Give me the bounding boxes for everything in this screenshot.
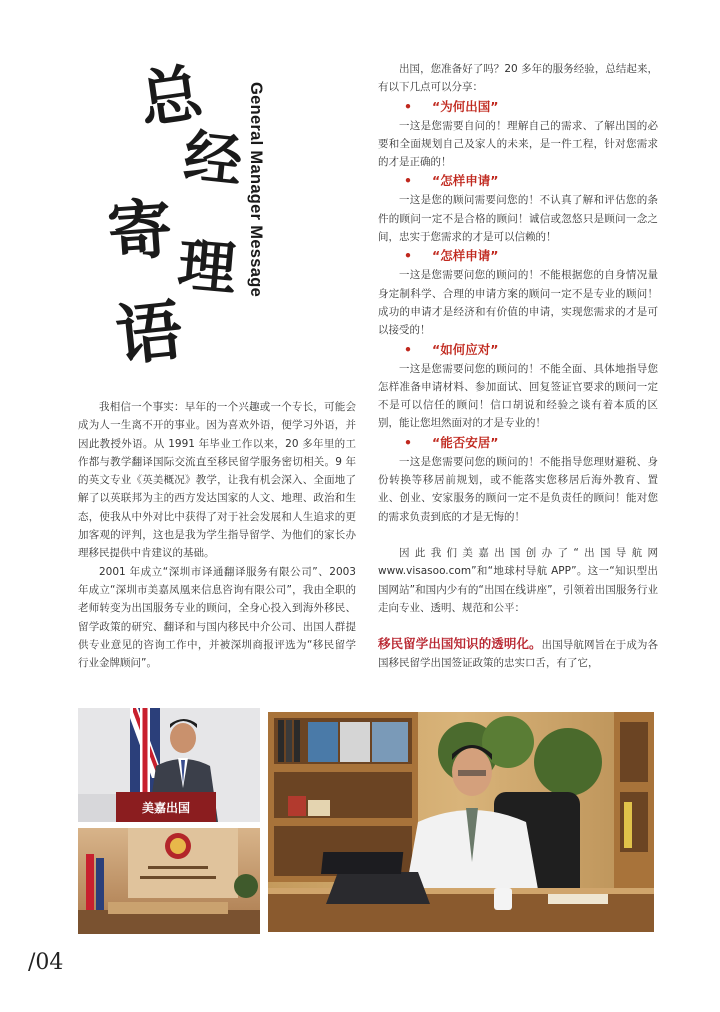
bullet-text: 一这是您需要问您的顾问的！不能指导您理财避税、身份转换等移居前规划，或不能落实您移居后海外教育、置业、创业、安家服务的顾问一定不是负责任的顾问！能对您的需求负责到底的才是无悔的！: [378, 455, 658, 523]
podium-sign: 美嘉出国: [141, 801, 191, 815]
bullet-heading: • “如何应对”: [378, 340, 658, 360]
flag-icon: [96, 858, 104, 914]
closing-paragraph: 因此我们美嘉出国创办了“出国导航网 www.visasoo.com”和“地球村导航 APP”。这一“知识型出国网站”和国内少有的“出国在线讲座”，引领着出国服务行业走向专业、透明、规范和公平：: [378, 546, 658, 614]
intro-paragraph: 出国，您准备好了吗？20 多年的服务经验，总结起来，有以下几点可以分享：: [378, 63, 658, 94]
calligraphy-char: 寄: [105, 191, 175, 272]
calligraphy-title: [100, 56, 250, 376]
paragraph: 2001 年成立“深圳市译通翻译服务有限公司”、2003 年成立“深圳市美嘉凤凰来信息咨询有限公司”，我由全职的老师转变为出国服务专业的顾问，全身心投入到海外移民、留学政策的研究、翻译和与国内移民中介公司、出国人群提供专业意见的咨询工作中，并被深圳商报评选为“移民留学行业金牌顾问”。: [78, 565, 356, 670]
paragraph: 我相信一个事实：早年的一个兴趣或一个专长，可能会成为人一生离不开的事业。因为喜欢外语，便学习外语，并因此教授外语。从 1991 年毕业工作以来，20 多年里的工作都与教学翻译国际交流直至移民留学服务密切相关。9 年的英文专业《英美概况》教学，让我有机会深入、全面地了解了以英联邦为主的西方发达国家的人文、地理、政治和生态，使我从中外对比中获得了对于社会发展和人生追求的更加客观的评判，这也是我为学生指导留学、为他们的家长办理移民提供中肯建议的基础。: [78, 401, 356, 560]
bullet-heading: • “能否安居”: [378, 433, 658, 453]
bullet-dot-icon: •: [404, 173, 412, 189]
highlight-text: 移民留学出国知识的透明化。: [378, 636, 542, 652]
flag-icon: [86, 854, 94, 914]
bullet-text: 一这是您的顾问需要问您的！不认真了解和评估您的条件的顾问一定不是合格的顾问！诚信或忽悠只是顾问一念之间，忠实于您需求的才是可以信赖的！: [378, 194, 658, 244]
bullet-text: 一这是您需要问您的顾问的！不能全面、具体地指导您怎样准备申请材料、参加面试、回复签证官要求的顾问一定不是可以信任的顾问！信口胡说和经验之谈有着本质的区别，能让您坦然面对的才是专业的！: [378, 362, 658, 430]
calligraphy-char: 经: [180, 122, 246, 196]
podium-illustration: [78, 708, 260, 822]
calligraphy-char: 总: [135, 56, 207, 137]
spacer: [378, 617, 658, 635]
bullet-dot-icon: •: [404, 248, 412, 264]
mug-icon: [494, 888, 512, 910]
bullet-heading: • “怎样申请”: [378, 171, 658, 191]
english-title: General Manager Message: [247, 82, 265, 298]
highlight-paragraph: [378, 635, 658, 673]
left-column: [78, 398, 356, 672]
reception-illustration: [78, 828, 260, 934]
page-number: /04: [28, 950, 64, 975]
spacer: [378, 526, 658, 544]
bullet-text: 一这是您需要问您的顾问的！不能根据您的自身情况量身定制科学、合理的申请方案的顾问一定不是专业的顾问！成功的申请才是经济和有价值的申请，实现您需求的才是可以接受的！: [378, 269, 658, 337]
calligraphy-char: 语: [112, 290, 186, 376]
bullet-dot-icon: •: [404, 341, 412, 357]
photo-office-desk: [268, 712, 654, 932]
bullet-dot-icon: •: [404, 98, 412, 114]
bullet-heading: • “怎样申请”: [378, 246, 658, 266]
bullet-text: 一这是您需要自问的！理解自己的需求、了解出国的必要和全面规划自己及家人的未来，是一件工程，针对您需求的才是正确的！: [378, 119, 658, 169]
plant-icon: [234, 874, 258, 898]
highlight-rest: 出国导航网旨在于成为各国移民留学出国签证政策的忠实口舌，有了它，: [378, 639, 658, 670]
bullet-dot-icon: •: [404, 434, 412, 450]
photo-podium: [78, 708, 260, 822]
calligraphy-char: 理: [175, 230, 239, 304]
laptop-icon: [326, 872, 430, 904]
bullet-heading: • “为何出国”: [378, 97, 658, 117]
office-illustration: [268, 712, 654, 932]
right-column: [378, 60, 658, 673]
photo-reception: [78, 828, 260, 934]
